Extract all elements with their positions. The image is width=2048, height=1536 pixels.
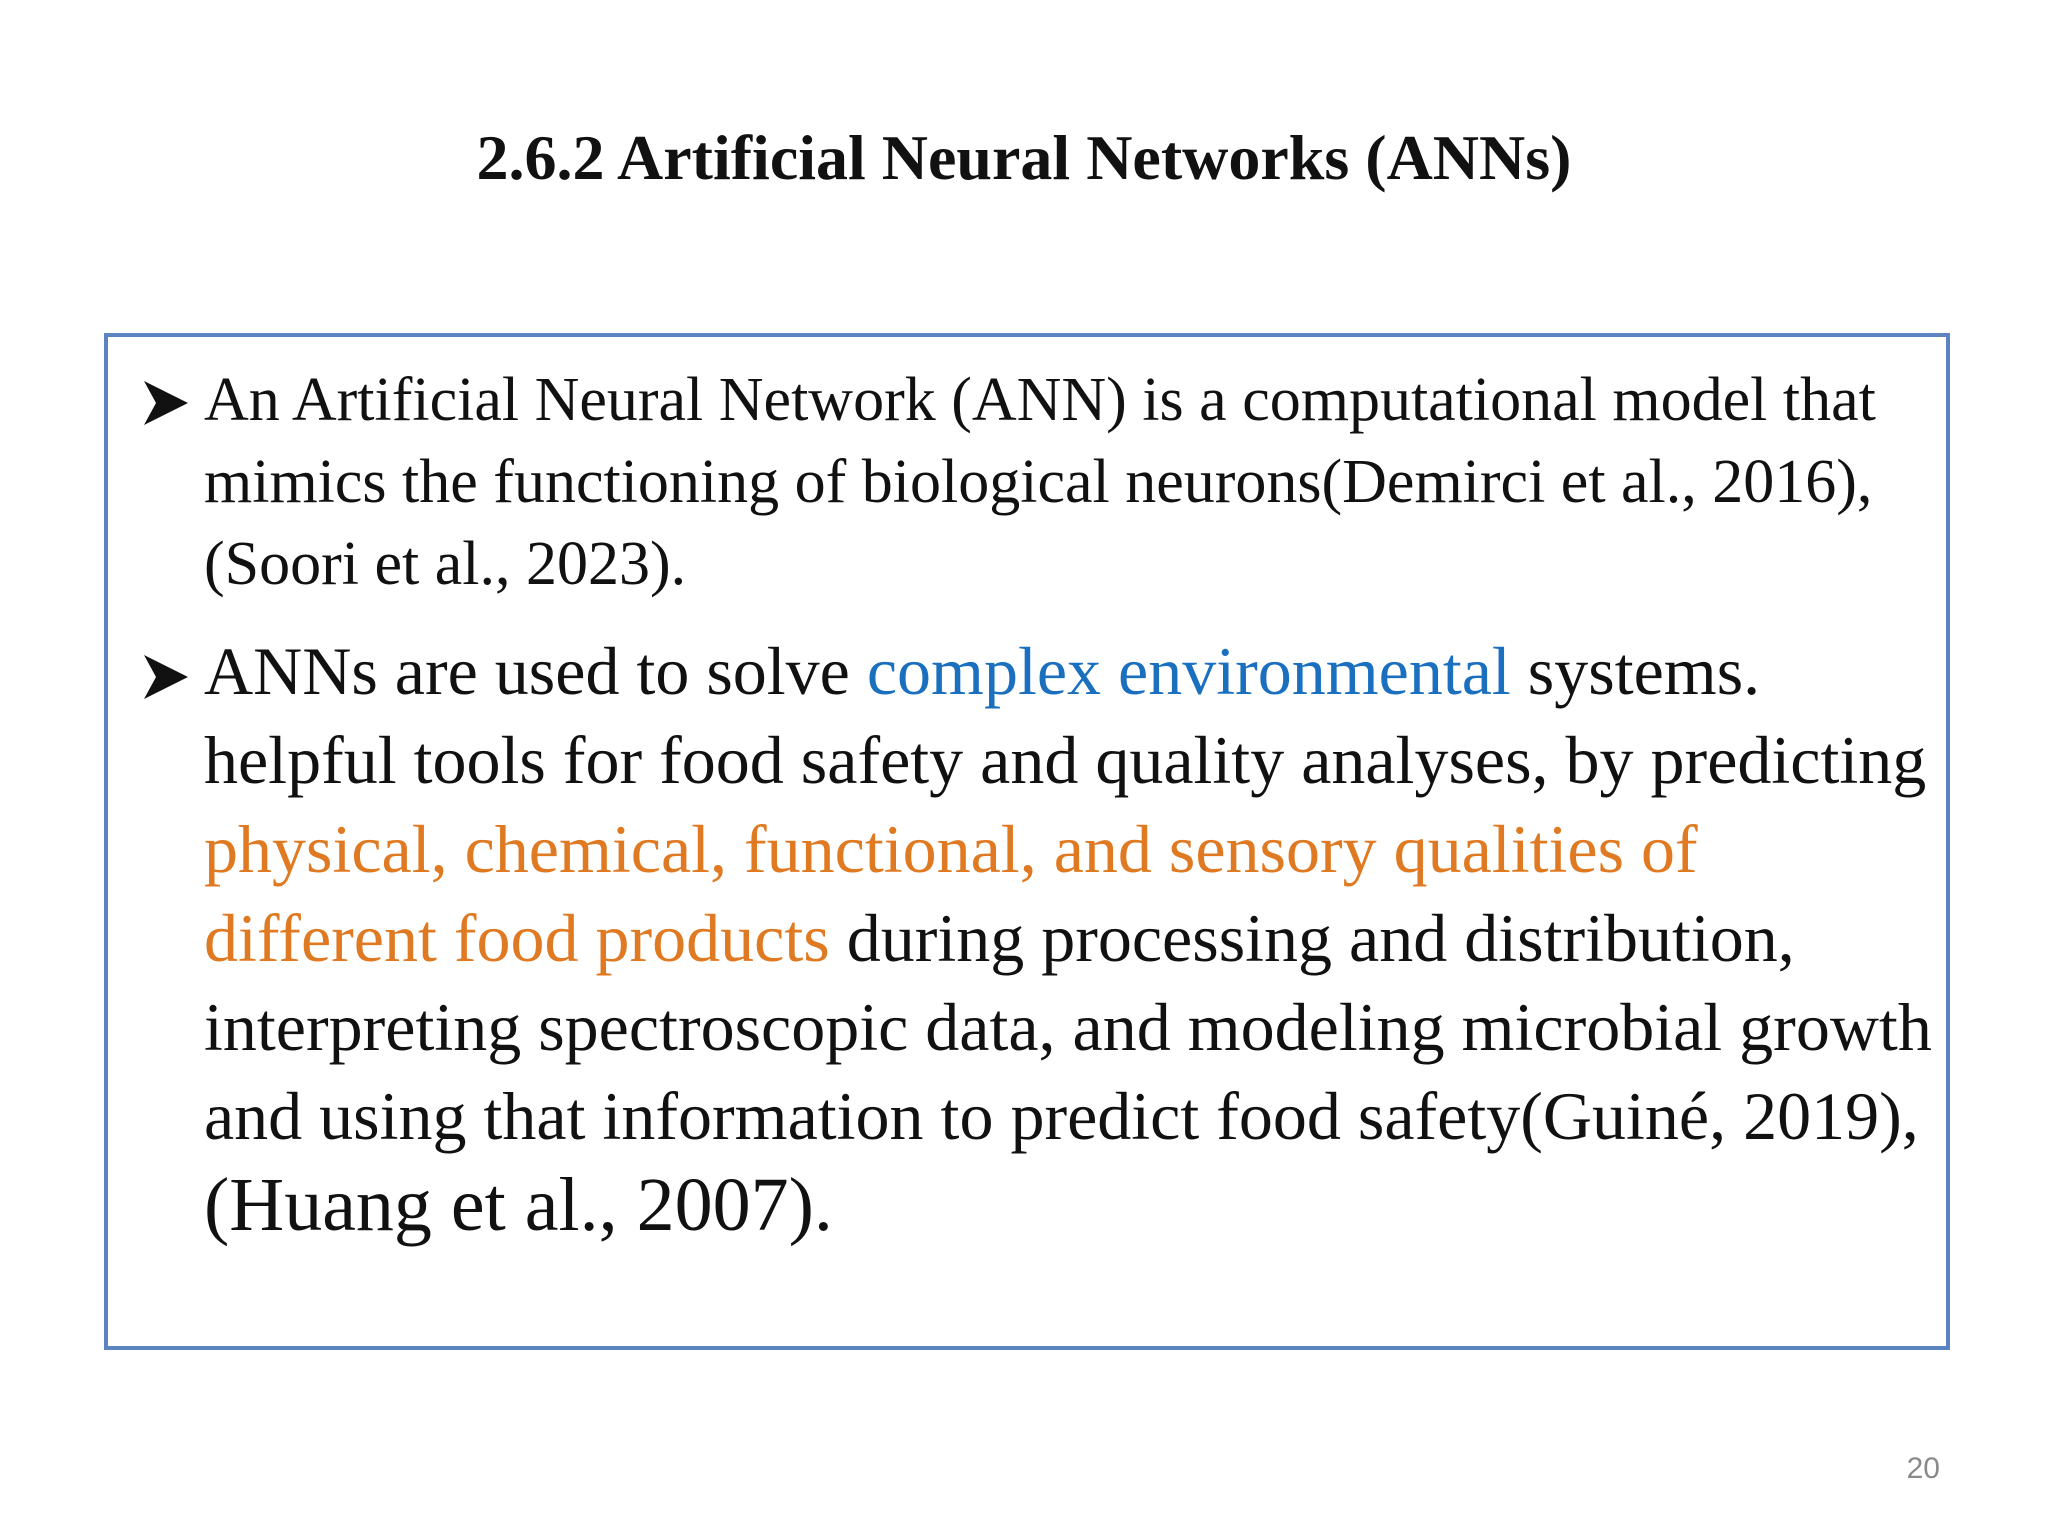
page-number: 20 (1906, 1452, 1940, 1485)
citation-huang: (Huang et al., 2007). (204, 1163, 833, 1247)
arrowhead-bullet-icon (138, 375, 194, 431)
bullet-text: An Artificial Neural Network (ANN) is a computational model that mimics the functioning of biological neurons(Demirci et al., 2016), (Soori et al., 2023). (204, 366, 1876, 598)
bullet-item-ann-applications (204, 627, 1944, 1252)
highlighted-text-food-qualities: physical, chemical, functional, and sensory qualities of different food products (204, 811, 1698, 976)
slide-title: 2.6.2 Artificial Neural Networks (ANNs) (476, 122, 1572, 193)
bullet-text-segment: ANNs are used to solve (204, 633, 867, 709)
content-box (104, 333, 1950, 1350)
arrowhead-bullet-icon (138, 649, 194, 705)
bullet-text-segment: during processing and distribution, interpreting spectroscopic data, and modeling microbial growth and using that information to predict food safety(Guiné, 2019), (204, 900, 1932, 1154)
bullet-item-ann-definition (204, 359, 1944, 605)
highlighted-text-complex-environmental: complex environmental (866, 633, 1511, 709)
bullet-text-segment: systems. helpful tools for food safety and quality analyses, by predicting (204, 633, 1927, 798)
